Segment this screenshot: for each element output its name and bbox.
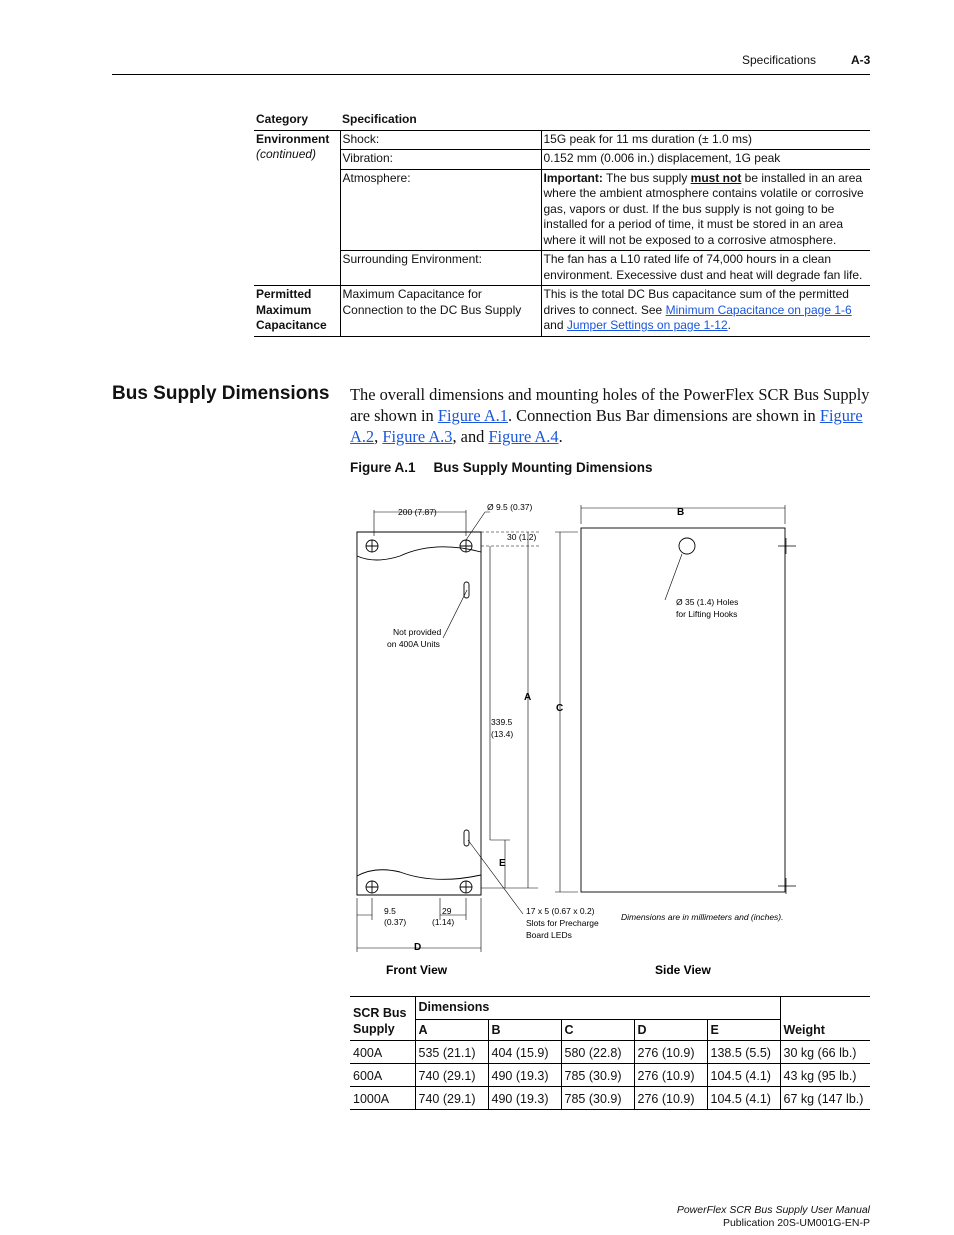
surrounding-value: The fan has a L10 rated life of 74,000 hours in a clean environment. Execessive dust and heat will degrade fan life. — [541, 251, 870, 286]
link-minimum-capacitance[interactable]: Minimum Capacitance on page 1-6 — [665, 302, 852, 317]
col-header-e: E — [707, 1020, 780, 1041]
label-a: A — [524, 692, 532, 703]
header-page-number: A-3 — [851, 53, 871, 67]
link-jumper-settings[interactable]: Jumper Settings on page 1-12 — [566, 318, 728, 332]
vibration-label: Vibration: — [340, 150, 541, 170]
cell-b: 404 (15.9) — [488, 1041, 561, 1064]
cell-c: 785 (30.9) — [561, 1064, 634, 1087]
shock-label: Shock: — [340, 130, 541, 150]
pmc-spec-value — [541, 286, 870, 337]
label-29-2: (1.14) — [432, 917, 455, 927]
label-slots-1: 17 x 5 (0.67 x 0.2) — [526, 906, 595, 916]
environment-label: Environment — [256, 131, 330, 146]
footer-manual-title: PowerFlex SCR Bus Supply User Manual — [676, 1204, 870, 1216]
cell-supply: 400A — [353, 1046, 383, 1060]
para-text-1: The overall dimensions and mounting holes of the PowerFlex SCR Bus Supply are shown in — [350, 385, 870, 425]
label-339-5-1: 339.5 — [491, 717, 513, 727]
cell-supply: 1000A — [353, 1092, 390, 1106]
link-figure-a2[interactable]: Figure A.2 — [350, 406, 863, 446]
col-header-scr-bus-supply — [350, 997, 415, 1041]
important-label: Important: — [543, 170, 603, 185]
link-figure-a4[interactable]: Figure A.4 — [488, 427, 559, 446]
atmosphere-text-post: be installed in an area where the ambient atmosphere contains volatile or corrosive gas, vapors or dust. If the bus supply is not going to be installed for a period of time, it must be stored in an area where it will not be exposed to a corrosive atmosphere. — [543, 170, 864, 247]
cell-supply: 600A — [353, 1069, 383, 1083]
label-d: D — [414, 942, 422, 953]
dimension-units-note: Dimensions are in millimeters and (inches). — [621, 912, 784, 922]
specification-table — [254, 111, 870, 337]
label-9-5-2: (0.37) — [384, 917, 407, 927]
cell-c: 785 (30.9) — [561, 1087, 634, 1110]
figure-title: Bus Supply Mounting Dimensions — [433, 460, 653, 475]
label-e: E — [499, 858, 506, 869]
lifting-hook-hole — [679, 538, 695, 554]
vibration-value: 0.152 mm (0.006 in.) displacement, 1G peak — [541, 150, 870, 170]
mounting-hole-bottom-left — [366, 881, 378, 893]
cell-a: 740 (29.1) — [415, 1087, 488, 1110]
cell-e: 138.5 (5.5) — [707, 1041, 780, 1064]
category-environment — [254, 130, 340, 286]
cell-e: 104.5 (4.1) — [707, 1064, 780, 1087]
table-row — [350, 1064, 870, 1087]
side-view-outline — [581, 528, 785, 892]
dim-line-339-5 — [490, 546, 510, 840]
header-rule — [112, 74, 870, 75]
footer-publication: Publication 20S-UM001G-EN-P — [722, 1217, 870, 1229]
cell-e: 104.5 (4.1) — [707, 1087, 780, 1110]
label-slots-3: Board LEDs — [526, 930, 572, 940]
col-header-category: Category — [254, 111, 340, 130]
leader-not-provided — [443, 590, 467, 638]
cell-a: 535 (21.1) — [415, 1041, 488, 1064]
category-permitted-max-capacitance — [254, 286, 340, 337]
para-text-4: , and — [452, 427, 489, 446]
label-9-5-1: 9.5 — [384, 906, 396, 916]
front-view-outline — [357, 532, 481, 895]
cell-weight: 67 kg (147 lb.) — [780, 1087, 870, 1110]
figure-caption — [350, 460, 671, 475]
leader-lifting-hooks — [665, 554, 682, 600]
mounting-hole-bottom-right — [460, 881, 472, 893]
mounting-hole-top-left — [366, 540, 378, 552]
col-header-supply-line1: SCR Bus — [353, 1006, 407, 1020]
para-text-3: , — [374, 427, 383, 446]
cell-d: 276 (10.9) — [634, 1041, 707, 1064]
cell-b: 490 (19.3) — [488, 1087, 561, 1110]
table-row — [350, 1087, 870, 1110]
col-header-c: C — [561, 1020, 634, 1041]
label-c: C — [556, 703, 564, 714]
link-figure-a1[interactable]: Figure A.1 — [437, 406, 508, 425]
cell-a: 740 (29.1) — [415, 1064, 488, 1087]
cell-weight: 43 kg (95 lb.) — [780, 1064, 870, 1087]
label-200: 200 (7.87) — [398, 507, 437, 517]
pmc-spec-label: Maximum Capacitance for Connection to the DC Bus Supply — [340, 286, 541, 337]
atmosphere-label: Atmosphere: — [340, 169, 541, 251]
side-view-label: Side View — [655, 963, 711, 977]
pmc-label: Permitted Maximum Capacitance — [256, 287, 327, 332]
atmosphere-value — [541, 169, 870, 251]
pmc-text-end: . — [727, 318, 731, 332]
label-b: B — [677, 507, 685, 518]
table-row — [350, 1041, 870, 1064]
atmosphere-text-pre: The bus supply — [602, 170, 691, 185]
shock-value: 15G peak for 11 ms duration (± 1.0 ms) — [541, 130, 870, 150]
col-header-weight: Weight — [780, 997, 870, 1041]
dim-line-9-5 — [357, 898, 372, 920]
precharge-slot-lower — [464, 830, 469, 846]
cell-d: 276 (10.9) — [634, 1064, 707, 1087]
surrounding-label: Surrounding Environment: — [340, 251, 541, 286]
cell-c: 580 (22.8) — [561, 1041, 634, 1064]
col-header-b: B — [488, 1020, 561, 1041]
col-header-supply-line2: Supply — [353, 1022, 395, 1036]
figure-number: Figure A.1 — [350, 460, 416, 475]
cell-d: 276 (10.9) — [634, 1087, 707, 1110]
front-view-label: Front View — [386, 963, 448, 977]
label-30: 30 (1.2) — [507, 532, 537, 542]
label-holes-1: Ø 35 (1.4) Holes — [676, 597, 739, 607]
col-header-dimensions: Dimensions — [415, 997, 780, 1020]
col-header-a: A — [415, 1020, 488, 1041]
mounting-dimensions-drawing — [340, 490, 810, 985]
mounting-hole-top-right — [460, 540, 472, 552]
para-text-5: . — [558, 427, 563, 446]
cell-weight: 30 kg (66 lb.) — [780, 1041, 870, 1064]
para-text-2: . Connection Bus Bar dimensions are shown in — [507, 406, 820, 425]
precharge-slot-upper — [464, 582, 469, 598]
header-section-title: Specifications — [742, 53, 817, 67]
pmc-text-pre: This is the total DC Bus capacitance sum of the permitted drives to connect. See — [543, 287, 849, 317]
cell-b: 490 (19.3) — [488, 1064, 561, 1087]
label-dia-9-5: Ø 9.5 (0.37) — [487, 502, 533, 512]
label-not-provided-2: on 400A Units — [387, 639, 440, 649]
side-hole-marker-top — [778, 538, 796, 554]
label-29-1: 29 — [442, 906, 452, 916]
section-title: Bus Supply Dimensions — [112, 383, 330, 404]
dim-line-e — [481, 840, 538, 888]
environment-continued: (continued) — [256, 147, 317, 161]
label-339-5-2: (13.4) — [491, 729, 514, 739]
col-header-d: D — [634, 1020, 707, 1041]
label-not-provided-1: Not provided — [393, 627, 442, 637]
section-paragraph — [350, 384, 875, 447]
label-slots-2: Slots for Precharge — [526, 918, 599, 928]
dimensions-table — [350, 996, 870, 1110]
must-not-emphasis: must not — [690, 170, 742, 185]
col-header-specification: Specification — [340, 111, 870, 130]
pmc-text-mid: and — [543, 318, 567, 332]
link-figure-a3[interactable]: Figure A.3 — [382, 427, 453, 446]
label-holes-2: for Lifting Hooks — [676, 609, 738, 619]
